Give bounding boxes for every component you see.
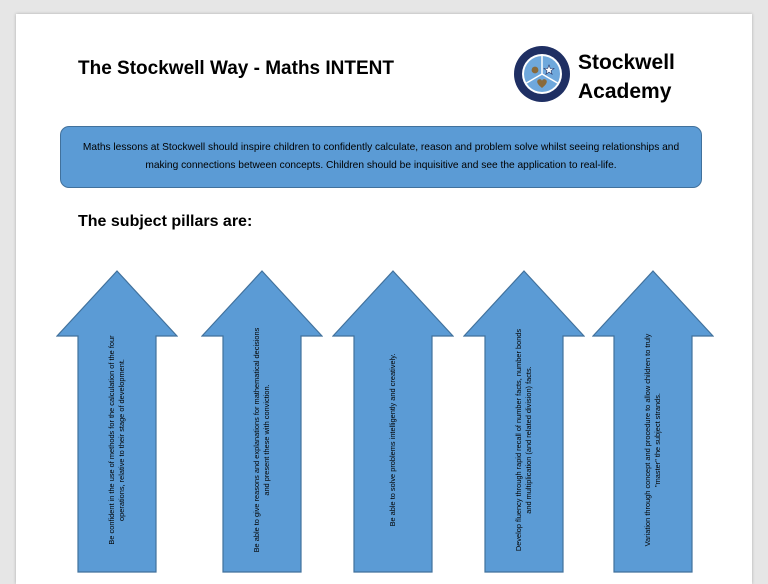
pillar-text-2: Be able to give reasons and explanations for mathematical decisions and present these with conviction. (252, 327, 271, 553)
school-name (578, 48, 675, 106)
pillar-text-4: Develop fluency through rapid recall of number facts, number bonds and multiplication (and related division) facts. (514, 328, 533, 552)
pillar-arrow-1 (56, 270, 178, 573)
stockwell-academy-crest-icon (512, 44, 572, 104)
pillar-text-1: Be confident in the use of methods for the calculation of the four operations, relative to their stage of development. (107, 335, 126, 545)
page-title: The Stockwell Way - Maths INTENT (78, 58, 395, 79)
pillar-text-5: Variation through concept and procedure to allow children to truly "master" the subject strands. (643, 333, 662, 547)
school-name-line1: Stockwell (578, 51, 675, 74)
pillar-arrow-2 (201, 270, 323, 573)
document-page (16, 14, 752, 584)
school-name-line2: Academy (578, 80, 672, 103)
intent-statement-box (60, 126, 702, 188)
intent-statement-text: Maths lessons at Stockwell should inspire children to confidently calculate, reason and problem solve whilst seeing relationships and making connections between concepts. Children should be inquisitive and see the application to real-life. (82, 142, 680, 171)
pillar-text-3: Be able to solve problems intelligently and creatively. (388, 353, 397, 527)
pillar-arrow-4 (463, 270, 585, 573)
pillars-heading: The subject pillars are: (78, 213, 253, 230)
pillar-arrow-5 (592, 270, 714, 573)
pillar-arrow-3 (332, 270, 454, 573)
